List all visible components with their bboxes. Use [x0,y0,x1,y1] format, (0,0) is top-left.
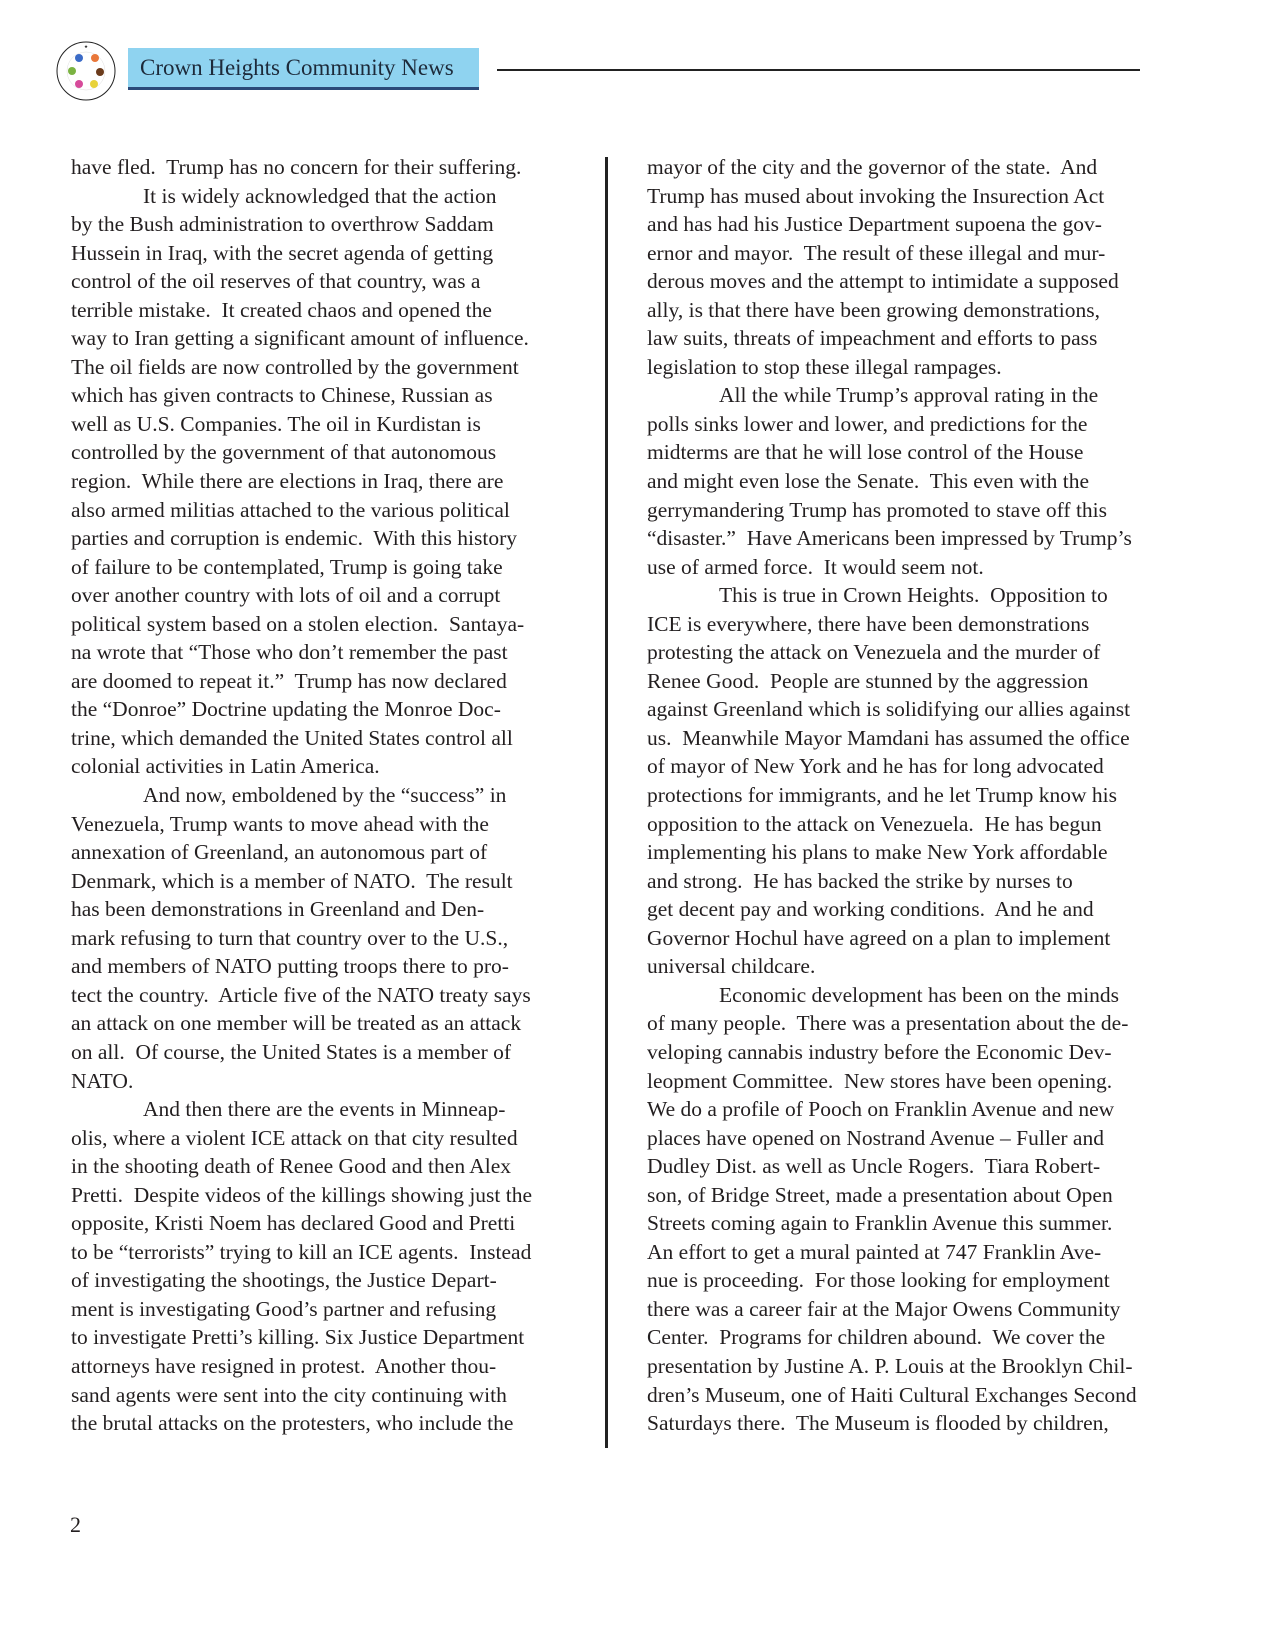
text-line: opposite, Kristi Noem has declared Good and Pretti [71,1211,516,1236]
text-line: We do a profile of Pooch on Franklin Avenue and new [647,1097,1115,1122]
organization-logo [55,40,117,102]
text-line: veloping cannabis industry before the Economic Dev- [647,1039,1112,1064]
text-line: has been demonstrations in Greenland and Den- [71,897,485,922]
text-line: NATO. [71,1068,134,1093]
text-line: Economic development has been on the minds [719,982,1120,1007]
text-line: and might even lose the Senate. This even with the [647,469,1090,494]
text-line: protesting the attack on Venezuela and the murder of [647,640,1101,665]
text-line: ally, is that there have been growing demonstrations, [647,297,1100,322]
text-line: Hussein in Iraq, with the secret agenda of getting [71,240,494,265]
text-line: terrible mistake. It created chaos and opened the [71,297,492,322]
text-line: controlled by the government of that autonomous [71,440,497,465]
text-line: ernor and mayor. The result of these illegal and mur- [647,240,1106,265]
text-line: Trump has mused about invoking the Insurection Act [647,183,1105,208]
paragraph [71,153,611,182]
text-line: the “Donroe” Doctrine updating the Monroe Doc- [71,697,501,722]
paragraph [647,153,1187,381]
text-line: Center. Programs for children abound. We cover the [647,1325,1106,1350]
text-line: mark refusing to turn that country over to the U.S., [71,925,509,950]
text-line: presentation by Justine A. P. Louis at the Brooklyn Chil- [647,1353,1133,1378]
text-line: It is widely acknowledged that the action [143,183,497,208]
text-line: Renee Good. People are stunned by the aggression [647,668,1089,693]
article-column-right [647,153,1187,1438]
text-line: implementing his plans to make New York affordable [647,840,1108,865]
text-line: way to Iran getting a significant amount of influence. [71,326,529,351]
paragraph [71,781,611,1095]
paragraph [71,182,611,781]
text-line: attorneys have resigned in protest. Another thou- [71,1353,497,1378]
text-line: an attack on one member will be treated as an attack [71,1011,522,1036]
paragraph [647,581,1187,981]
text-line: Governor Hochul have agreed on a plan to implement [647,925,1111,950]
text-line: places have opened on Nostrand Avenue – Fuller and [647,1125,1104,1150]
text-line: Pretti. Despite videos of the killings showing just the [71,1182,533,1207]
text-line: Saturdays there. The Museum is flooded by children, [647,1411,1109,1436]
text-line: Venezuela, Trump wants to move ahead with the [71,811,489,836]
text-line: use of armed force. It would seem not. [647,554,984,579]
text-line: of mayor of New York and he has for long advocated [647,754,1104,779]
text-line: of failure to be contemplated, Trump is going take [71,554,503,579]
article-column-left [71,153,611,1438]
text-line: the brutal attacks on the protesters, who include the [71,1411,514,1436]
text-line: leopment Committee. New stores have been opening. [647,1068,1113,1093]
text-line: midterms are that he will lose control of the House [647,440,1084,465]
text-line: to investigate Pretti’s killing. Six Justice Department [71,1325,525,1350]
text-line: are doomed to repeat it.” Trump has now declared [71,668,507,693]
text-line: against Greenland which is solidifying our allies against [647,697,1131,722]
text-line: universal childcare. [647,954,816,979]
masthead-banner [128,48,479,90]
text-line: annexation of Greenland, an autonomous part of [71,840,488,865]
text-line: ICE is everywhere, there have been demonstrations [647,611,1090,636]
text-line: legislation to stop these illegal rampages. [647,354,1002,379]
text-line: derous moves and the attempt to intimidate a supposed [647,269,1119,294]
text-line: Streets coming again to Franklin Avenue this summer. [647,1211,1113,1236]
paragraph [71,1095,611,1438]
text-line: Denmark, which is a member of NATO. The result [71,868,513,893]
text-line: and members of NATO putting troops there to pro- [71,954,509,979]
text-line: nue is proceeding. For those looking for employment [647,1268,1110,1293]
text-line: well as U.S. Companies. The oil in Kurdistan is [71,411,481,436]
text-line: tect the country. Article five of the NATO treaty says [71,982,531,1007]
text-line: parties and corruption is endemic. With this history [71,526,517,551]
text-line: and has had his Justice Department supoena the gov- [647,212,1102,237]
text-line: sand agents were sent into the city continuing with [71,1382,507,1407]
text-line: of many people. There was a presentation about the de- [647,1011,1129,1036]
text-line: And now, emboldened by the “success” in [143,783,507,808]
text-line: This is true in Crown Heights. Opposition to [719,583,1108,608]
logo-star: ★ [83,44,89,49]
text-line: region. While there are elections in Iraq, there are [71,469,504,494]
text-line: ment is investigating Good’s partner and refusing [71,1296,497,1321]
text-line: An effort to get a mural painted at 747 Franklin Ave- [647,1239,1102,1264]
text-line: son, of Bridge Street, made a presentation about Open [647,1182,1113,1207]
text-line: dren’s Museum, one of Haiti Cultural Exchanges Second [647,1382,1137,1407]
text-line: The oil fields are now controlled by the government [71,354,519,379]
text-line: there was a career fair at the Major Owens Community [647,1296,1121,1321]
text-line: protections for immigrants, and he let Trump know his [647,783,1117,808]
text-line: over another country with lots of oil and a corrupt [71,583,501,608]
masthead-title: Crown Heights Community News [140,55,454,80]
column-divider [605,157,608,1448]
text-line: which has given contracts to Chinese, Russian as [71,383,493,408]
paragraph [647,381,1187,581]
text-line: also armed militias attached to the various political [71,497,510,522]
text-line: and strong. He has backed the strike by nurses to [647,868,1073,893]
page-number: 2 [70,1512,81,1537]
text-line: colonial activities in Latin America. [71,754,380,779]
text-line: on all. Of course, the United States is a member of [71,1039,512,1064]
text-line: And then there are the events in Minneap- [143,1097,506,1122]
text-line: by the Bush administration to overthrow Saddam [71,212,494,237]
text-line: get decent pay and working conditions. And he and [647,897,1094,922]
text-line: have fled. Trump has no concern for their suffering. [71,155,522,179]
text-line: olis, where a violent ICE attack on that city resulted [71,1125,518,1150]
text-line: “disaster.” Have Americans been impressed by Trump’s [647,526,1132,551]
text-line: law suits, threats of impeachment and efforts to pass [647,326,1098,351]
text-line: trine, which demanded the United States control all [71,725,513,750]
text-line: gerrymandering Trump has promoted to stave off this [647,497,1108,522]
text-line: opposition to the attack on Venezuela. He has begun [647,811,1102,836]
header-rule [497,69,1140,71]
text-line: us. Meanwhile Mayor Mamdani has assumed the office [647,725,1130,750]
paragraph [647,981,1187,1438]
text-line: control of the oil reserves of that country, was a [71,269,481,294]
text-line: mayor of the city and the governor of the state. And [647,155,1098,179]
text-line: in the shooting death of Renee Good and then Alex [71,1154,512,1179]
text-line: political system based on a stolen election. Santaya- [71,611,525,636]
text-line: of investigating the shootings, the Justice Depart- [71,1268,497,1293]
text-line: All the while Trump’s approval rating in the [719,383,1099,408]
text-line: to be “terrorists” trying to kill an ICE agents. Instead [71,1239,532,1264]
text-line: na wrote that “Those who don’t remember the past [71,640,508,665]
text-line: Dudley Dist. as well as Uncle Rogers. Tiara Robert- [647,1154,1101,1179]
text-line: polls sinks lower and lower, and predictions for the [647,411,1088,436]
